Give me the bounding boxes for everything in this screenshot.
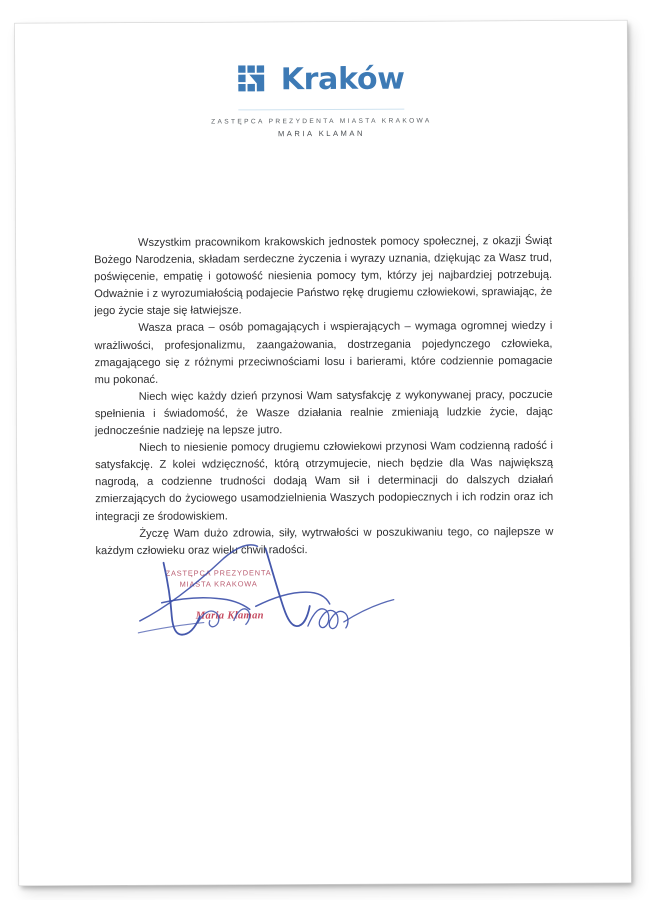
handwritten-signature-icon [137, 542, 398, 653]
letterhead-divider [238, 109, 404, 111]
body-paragraph: Niech to niesienie pomocy drugiemu człowiekowi przynosi Wam codzienną radość i satysfakcję. Z kolei wdzięczność, którą otrzymujecie, niech będzie dla Was największą nagrodą, a codzienne trudności dodają Wam sił i determinacji do dalszych działań zmierzających do życiowego usamodzielnienia Waszych podopiecznych i ich rodzin oraz ich integracji ze środowiskiem. [95, 440, 554, 523]
body-paragraph: Wszystkim pracownikom krakowskich jednostek pomocy społecznej, z okazji Świąt Bożego Narodzenia, składam serdeczne życzenia i wyrazy uznania, dziękując za Wasz trud, poświęcenie, empatię i gotowość niesienia pomocy tym, którzy jej najbardziej potrzebują. Odważnie i z wyrozumiałością podajecie Państwo rękę drugiemu człowiekowi, sprawiając, że jego życie staje się łatwiejsze. [94, 234, 553, 318]
office-stamp [166, 568, 272, 590]
stamp-line-2: MIASTA KRAKOWA [179, 578, 258, 589]
body-paragraph: Życzę Wam dużo zdrowia, siły, wytrwałości w poszukiwaniu tego, co najlepsze w każdym człowieku oraz wielu chwil radości. [95, 525, 554, 557]
krakow-wordmark: Kraków [280, 61, 405, 98]
letter-body [94, 233, 554, 560]
signature-block [147, 550, 397, 646]
stamp-line-1: ZASTĘPCA PREZYDENTA [165, 568, 272, 578]
officer-name-line: MARIA KLAMAN [277, 128, 365, 139]
body-paragraph: Niech więc każdy dzień przynosi Wam satysfakcję z wykonywanej pracy, poczucie spełnienia i świadomość, że Wasze działania realnie zmieniają ludzkie życie, dając jednocześnie nadzieję na lepsze jutro. [94, 388, 553, 438]
krakow-city-logo-icon [238, 65, 269, 96]
paper-content-area [15, 21, 631, 886]
logo-row [15, 59, 627, 102]
letterhead [15, 59, 627, 140]
office-title-line: ZASTĘPCA PREZYDENTA MIASTA KRAKOWA [211, 117, 432, 126]
stamp-name: Maria Klaman [195, 610, 264, 622]
body-paragraph: Wasza praca – osób pomagających i wspierających – wymaga ogromnej wiedzy i wrażliwości, profesjonalizmu, zaangażowania, dostrzegania pojedynczego człowieka, zmagającego się z różnymi przeciwnościami losu i barierami, które codziennie pomagacie mu pokonać. [94, 320, 553, 386]
paper-sheet [15, 21, 631, 886]
